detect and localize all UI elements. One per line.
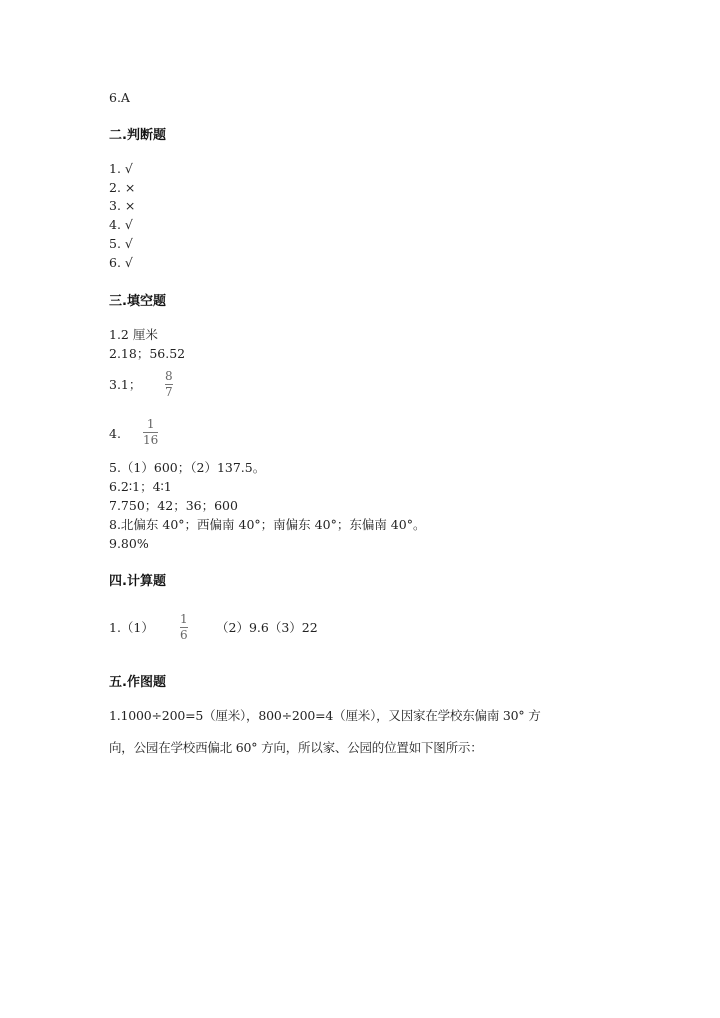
section-title-judgment: 二.判断题	[109, 128, 166, 143]
fill-item-4-prefix: 4.	[109, 426, 121, 441]
fill-item-1: 1.2 厘米	[109, 327, 158, 342]
calc-item-1-suffix: （2）9.6（3）22	[216, 620, 318, 635]
fill-item-8: 8.北偏东 40°；西偏南 40°；南偏东 40°；东偏南 40°。	[109, 517, 426, 532]
section-title-drawing: 五.作图题	[109, 675, 166, 690]
judgment-item-3: 3. ×	[109, 198, 136, 213]
fill-item-9: 9.80%	[109, 536, 149, 551]
fill-item-2: 2.18；56.52	[109, 346, 186, 361]
fraction-numerator: 8	[165, 369, 173, 383]
fill-item-3-prefix: 3.1；	[109, 377, 142, 392]
fraction-1-6	[180, 613, 188, 642]
fill-item-5: 5.（1）600；（2）137.5。	[109, 460, 266, 475]
drawing-item-1-line-2: 向，公园在学校西偏北 60° 方向，所以家、公园的位置如下图所示：	[109, 740, 483, 755]
judgment-item-2: 2. ×	[109, 180, 136, 195]
drawing-item-1-line-1: 1.1000÷200=5（厘米），800÷200=4（厘米），又因家在学校东偏南 30° 方	[109, 708, 541, 723]
fraction-numerator: 1	[146, 417, 155, 431]
judgment-item-4: 4. √	[109, 217, 133, 232]
fraction-numerator: 1	[180, 612, 188, 626]
judgment-item-5: 5. √	[109, 236, 133, 251]
fraction-8-7	[165, 370, 173, 399]
fraction-denominator: 7	[165, 385, 173, 399]
section-title-fill-blank: 三.填空题	[109, 294, 166, 309]
fraction-denominator: 16	[143, 433, 159, 447]
fraction-1-16	[143, 418, 158, 447]
calc-item-1-prefix: 1.（1）	[109, 620, 154, 635]
judgment-item-1: 1. √	[109, 161, 133, 176]
fraction-denominator: 6	[180, 628, 188, 642]
answer-6a: 6.A	[109, 90, 130, 105]
judgment-item-6: 6. √	[109, 255, 133, 270]
fill-item-7: 7.750；42；36；600	[109, 498, 238, 513]
fill-item-6: 6.2∶1；4∶1	[109, 479, 172, 494]
section-title-calculation: 四.计算题	[109, 574, 166, 589]
